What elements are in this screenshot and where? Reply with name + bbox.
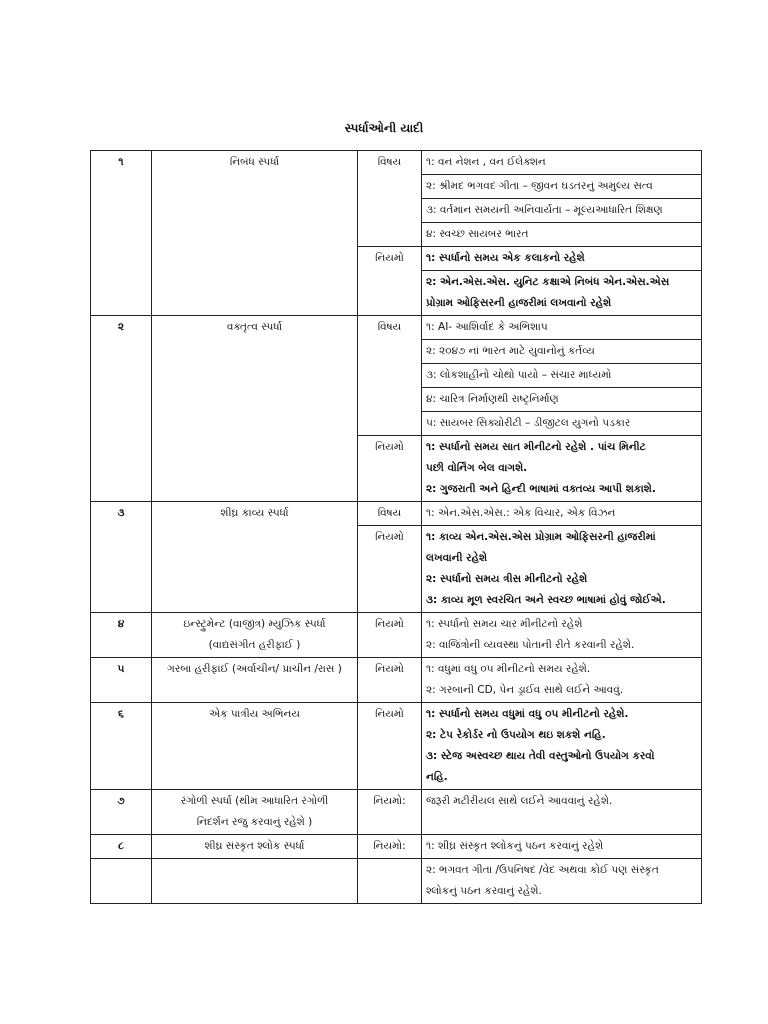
detail-cell: ૧: સ્પર્ધાનો સમય સાત મીનીટનો રહેશે . પાંચ મિનીટ પછી વોર્નિંગ બેલ વાગશે. ૨: ગુજરાતી અને હિન્દી ભાષામાં વક્તવ્ય આપી શકાશે.: [422, 436, 702, 502]
competition-name: શીઘ્ર કાવ્ય સ્પર્ધા: [152, 502, 358, 613]
detail-cell: જરૂરી મટીરીયલ સાથે લઈને આવવાનું રહેશે.: [422, 790, 702, 835]
detail-cell: ૩: વર્તમાન સમયની અનિવાર્યતા – મૂલ્યઆધારિત શિક્ષણ: [422, 199, 702, 223]
row-label: નિયમો: [358, 613, 422, 658]
row-label: નિયમો: [358, 247, 422, 316]
competition-name: નિબંધ સ્પર્ધા: [152, 151, 358, 316]
detail-cell: ૫: સાયબર સિક્યોરીટી – ડીજીટલ યુગનો પડકાર: [422, 412, 702, 436]
detail-cell: ૩: લોકશાહીનો ચોથો પાયો – સંચાર માધ્યમો: [422, 364, 702, 388]
detail-cell: ૨: ભગવત ગીતા /ઉપનિષદ /વેદ અથવા કોઈ પણ સંસ્કૃત શ્લોકનું પઠન કરવાનું રહેશે.: [422, 859, 702, 904]
detail-cell: ૨: એન.એસ.એસ. યુનિટ કક્ષાએ નિબંધ એન.એસ.એસ પ્રોગ્રામ ઓફિસરની હાજરીમાં લખવાનો રહેશે: [422, 271, 702, 316]
competition-name: [152, 859, 358, 904]
table-row: [91, 316, 702, 340]
row-label: વિષય: [358, 316, 422, 436]
competition-number: [91, 859, 152, 904]
detail-cell: ૧: એન.એસ.એસ.: એક વિચાર, એક વિઝન: [422, 502, 702, 526]
competition-table: [90, 150, 702, 904]
detail-cell: ૧: સ્પર્ધાનો સમય વધુમાં વધુ ૦૫ મીનીટનો રહેશે. ૨: ટેપ રેકોર્ડર નો ઉપયોગ થઇ શકશે નહિ. ૩: સ્ટેજ અસ્વચ્છ થાય તેવી વસ્તુઓનો ઉપયોગ કરવો નહિ.: [422, 703, 702, 790]
detail-cell: ૧: શીઘ્ર સંસ્કૃત શ્લોકનું પઠન કરવાનું રહેશે: [422, 835, 702, 859]
detail-cell: ૧: AI- આશિર્વાદ કે અભિશાપ: [422, 316, 702, 340]
competition-number: ૪: [91, 613, 152, 658]
row-label: વિષય: [358, 502, 422, 526]
detail-cell: ૧: સ્પર્ધાનો સમય ચાર મીનીટનો રહેશે ૨: વાજિંત્રોની વ્યવસ્થા પોતાની રીતે કરવાની રહેશે.: [422, 613, 702, 658]
detail-cell: ૪: ચારિત્ર નિર્માણથી રાષ્ટ્રનિર્માણ: [422, 388, 702, 412]
competition-number: ૩: [91, 502, 152, 613]
competition-name: ગરબા હરીફાઈ (અર્વાચીન/ પ્રાચીન /રાસ ): [152, 658, 358, 703]
detail-cell: ૪: સ્વચ્છ સાયબર ભારત: [422, 223, 702, 247]
row-label: વિષય: [358, 151, 422, 247]
competition-name: રંગોળી સ્પર્ધા (થીમ આધારિત રંગોળી નિદર્શન રજુ કરવાનું રહેશે ): [152, 790, 358, 835]
competition-number: ૬: [91, 703, 152, 790]
row-label: નિયમો: [358, 703, 422, 790]
table-row: [91, 790, 702, 835]
table-row: [91, 859, 702, 904]
competition-name: વક્તૃત્વ સ્પર્ધા: [152, 316, 358, 502]
competition-number: ૫: [91, 658, 152, 703]
table-row: [91, 835, 702, 859]
table-row: [91, 703, 702, 790]
row-label: નિયમો: [358, 526, 422, 613]
competition-number: ૭: [91, 790, 152, 835]
table-row: [91, 658, 702, 703]
competition-number: ૨: [91, 316, 152, 502]
competition-number: ૮: [91, 835, 152, 859]
competition-name: એક પાત્રીય અભિનય: [152, 703, 358, 790]
row-label: [358, 859, 422, 904]
detail-cell: ૧: સ્પર્ધાનો સમય એક કલાકનો રહેશે: [422, 247, 702, 271]
row-label: નિયમો:: [358, 835, 422, 859]
competition-number: ૧: [91, 151, 152, 316]
detail-cell: ૨: શ્રીમદ ભગવદ ગીતા – જીવન ઘડતરનું અમુલ્ય સત્વ: [422, 175, 702, 199]
row-label: નિયમો: [358, 436, 422, 502]
page-title: સ્પર્ધાઓની યાદી: [344, 121, 424, 135]
row-label: નિયમો: [358, 658, 422, 703]
table-row: [91, 613, 702, 658]
table-row: [91, 151, 702, 175]
table-row: [91, 502, 702, 526]
detail-cell: ૧: વન નેશન , વન ઈલેક્શન: [422, 151, 702, 175]
detail-cell: ૧: કાવ્ય એન.એસ.એસ પ્રોગ્રામ ઓફિસરની હાજરીમાં લખવાની રહેશે ૨: સ્પર્ધાનો સમય ત્રીસ મીનીટનો રહેશે ૩: કાવ્ય મૂળ સ્વરચિત અને સ્વચ્છ ભાષામાં હોવું જોઈએ.: [422, 526, 702, 613]
detail-cell: ૨: ૨૦૪૭ નાં ભારત માટે યુવાનોનું કર્તવ્ય: [422, 340, 702, 364]
detail-cell: ૧: વધુમાં વધુ ૦૫ મીનીટનો સમય રહેશે. ૨: ગરબાની CD, પેન ડ્રાઈવ સાથે લઈને આવવું.: [422, 658, 702, 703]
competition-name: ઇન્સ્ટ્રુમેન્ટ (વાજીંત્ર) મ્યુઝિક સ્પર્ધા (વાદ્યસંગીત હરીફાઈ ): [152, 613, 358, 658]
row-label: નિયમો:: [358, 790, 422, 835]
competition-name: શીઘ્ર સંસ્કૃત શ્લોક સ્પર્ધા: [152, 835, 358, 859]
